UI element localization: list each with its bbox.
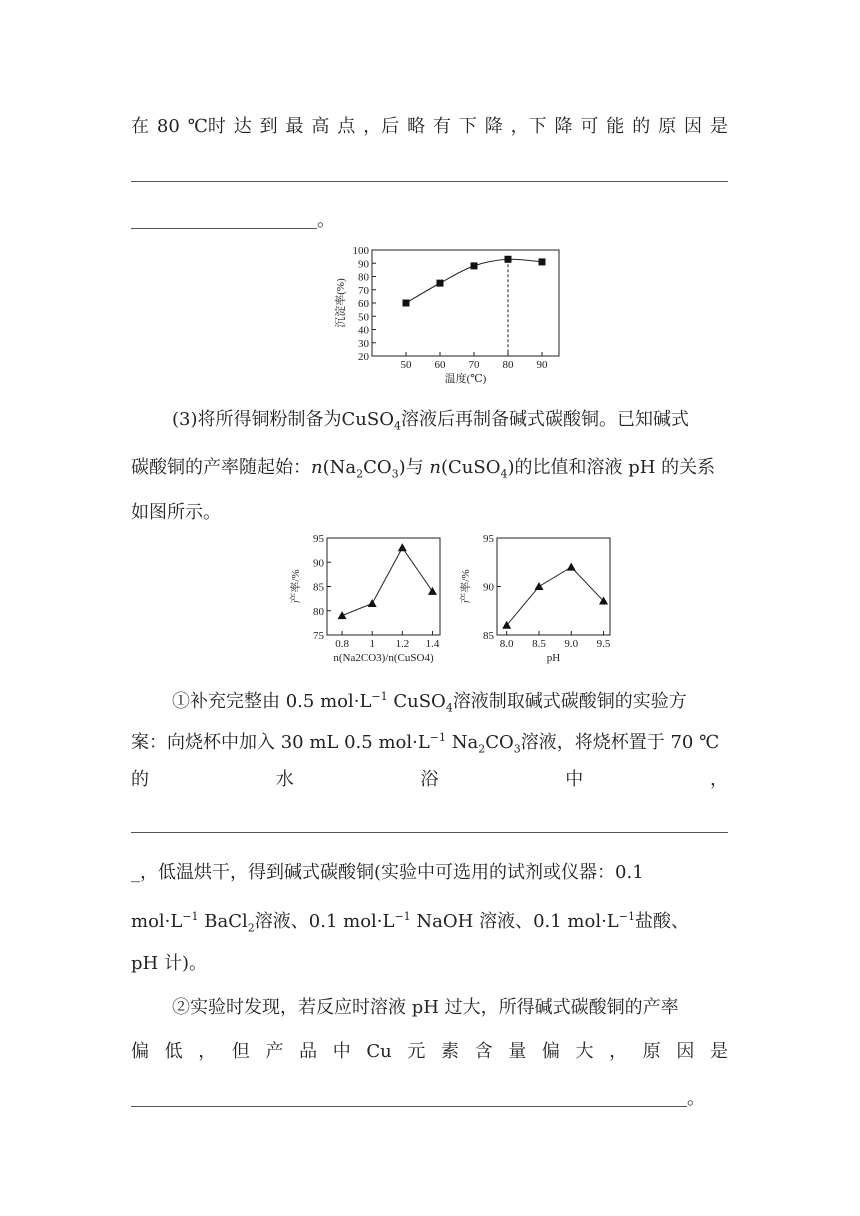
subscript: 3 <box>391 467 399 481</box>
x-tick-label: 80 <box>502 359 514 371</box>
text: )的比值和溶液 pH 的关系 <box>507 457 716 478</box>
series-line <box>507 567 604 625</box>
text: (3)将所得铜粉制备为CuSO <box>172 409 394 430</box>
x-tick-label: 1.2 <box>395 638 410 650</box>
paragraph-line-1 <box>131 116 728 138</box>
ratio-yield-chart <box>285 528 450 670</box>
y-tick-label: 80 <box>313 605 324 618</box>
paragraph-line-2 <box>131 210 335 232</box>
word: 品 <box>299 1041 318 1062</box>
word: 偏 <box>131 1041 149 1062</box>
superscript: −1 <box>182 910 199 923</box>
period: 。 <box>687 1088 705 1109</box>
subscript: 4 <box>445 701 453 715</box>
text: 盐酸、 <box>634 911 689 932</box>
paragraph-3-line-1 <box>172 409 689 438</box>
word: 低 <box>164 1041 183 1062</box>
word: Cu <box>366 1041 392 1062</box>
y-axis-label: 沉淀率(%) <box>335 278 347 328</box>
text: NaOH 溶液、0.1 mol·L <box>410 911 619 932</box>
data-point <box>437 280 444 287</box>
word: 元 <box>407 1041 426 1062</box>
word: 降 <box>484 116 503 137</box>
data-point <box>539 258 546 265</box>
x-tick-label: 0.8 <box>335 638 349 650</box>
data-point <box>338 611 347 619</box>
text: 溶液、0.1 mol·L <box>254 911 395 932</box>
answer-blank-2 <box>131 228 317 229</box>
word: 水 <box>275 769 294 790</box>
text: CO <box>363 457 392 478</box>
data-point <box>534 582 543 590</box>
question-1-line-3 <box>131 769 728 791</box>
y-tick-label: 60 <box>358 298 369 310</box>
italic-n: n <box>311 457 323 478</box>
word: 因 <box>676 1041 695 1062</box>
word: 达 <box>233 116 252 137</box>
x-tick-label: 8.5 <box>532 638 546 650</box>
subscript: 4 <box>500 467 508 481</box>
word: 中 <box>565 769 584 790</box>
x-tick-label: 8.0 <box>499 638 514 650</box>
data-point <box>398 543 407 551</box>
period: 。 <box>317 210 335 231</box>
x-tick-label: 1.4 <box>425 638 440 650</box>
plot-frame <box>372 250 559 356</box>
question-1-line-6 <box>131 906 689 940</box>
subscript: 2 <box>356 467 364 481</box>
data-point <box>428 587 437 595</box>
y-tick-label: 30 <box>358 337 369 350</box>
y-tick-label: 75 <box>313 630 324 642</box>
y-tick-label: 80 <box>358 271 369 284</box>
text: 案：向烧杯中加入 30 mL 0.5 mol·L <box>131 732 430 753</box>
word: 因 <box>683 116 702 137</box>
word: 的 <box>632 116 651 137</box>
text: )与 <box>398 457 430 478</box>
word: ， <box>710 769 728 790</box>
subscript: 2 <box>478 742 486 756</box>
x-axis-label: n(Na2CO3)/n(CuSO4) <box>333 652 434 664</box>
word: ，后 <box>363 116 400 137</box>
word: 点 <box>337 116 356 137</box>
word: 是 <box>710 1041 728 1062</box>
x-axis-label: 温度(℃) <box>444 373 487 385</box>
word: 下 <box>458 116 477 137</box>
temperature-chart <box>330 240 570 395</box>
answer-blank-1 <box>131 181 728 182</box>
data-point <box>567 563 576 571</box>
series-line <box>342 548 432 616</box>
word: 高 <box>311 116 330 137</box>
word: 含 <box>474 1041 493 1062</box>
word: 在 <box>131 116 149 137</box>
word: 的 <box>131 769 149 790</box>
word: 降 <box>554 116 573 137</box>
x-tick-label: 60 <box>434 359 446 371</box>
data-point <box>505 256 512 263</box>
x-tick-label: 9.5 <box>596 638 611 650</box>
plot-frame <box>327 538 440 635</box>
superscript: −1 <box>429 731 446 744</box>
word: 产 <box>265 1041 284 1062</box>
y-tick-label: 20 <box>358 351 369 363</box>
italic-n: n <box>429 457 441 478</box>
word: 原 <box>658 116 677 137</box>
y-axis-label: 产率/% <box>460 569 472 604</box>
x-tick-label: 70 <box>468 359 480 371</box>
text: 溶液制取碱式碳酸铜的实验方 <box>452 691 687 712</box>
y-tick-label: 100 <box>352 245 369 257</box>
text: _，低温烘干，得到碱式碳酸铜(实验中可选用的试剂或仪器：0.1 <box>131 862 644 883</box>
text: pH 计)。 <box>131 953 207 974</box>
x-axis-label: pH <box>546 652 561 664</box>
word: 浴 <box>420 769 439 790</box>
data-point <box>403 300 410 307</box>
word: ， <box>609 1041 628 1062</box>
y-tick-label: 50 <box>358 311 369 324</box>
plot-frame <box>497 538 610 635</box>
y-tick-label: 70 <box>358 284 369 297</box>
question-1-line-1 <box>172 686 687 720</box>
superscript: −1 <box>371 690 388 703</box>
data-point <box>368 599 377 607</box>
word: ℃时 <box>187 116 226 137</box>
word: 但 <box>231 1041 250 1062</box>
y-tick-label: 95 <box>313 533 324 545</box>
question-2-line-2 <box>131 1041 728 1063</box>
x-tick-label: 90 <box>536 359 548 371</box>
y-tick-label: 90 <box>358 258 369 271</box>
y-tick-label: 95 <box>483 533 494 545</box>
word: 素 <box>441 1041 459 1062</box>
y-tick-label: 85 <box>313 581 324 594</box>
question-2-line-1 <box>172 997 679 1019</box>
y-tick-label: 90 <box>483 581 494 594</box>
text: ②实验时发现，若反应时溶液 pH 过大，所得碱式碳酸铜的产率 <box>172 997 679 1018</box>
x-tick-label: 50 <box>400 359 412 371</box>
y-tick-label: 85 <box>483 630 494 642</box>
text: BaCl <box>198 911 248 932</box>
paragraph-3-line-2 <box>131 457 715 486</box>
subscript: 4 <box>393 419 401 433</box>
question-1-line-2 <box>131 727 719 761</box>
word: 量 <box>508 1041 527 1062</box>
text: 溶液后再制备碱式碳酸铜。已知碱式 <box>400 409 689 430</box>
text: ①补充完整由 0.5 mol·L <box>172 691 372 712</box>
superscript: −1 <box>394 910 411 923</box>
y-tick-label: 40 <box>358 324 369 337</box>
text: 碳酸铜的产率随起始： <box>131 457 311 478</box>
word: ， <box>198 1041 217 1062</box>
word: ，下 <box>510 116 547 137</box>
text: 溶液，将烧杯置于 70 ℃ <box>520 732 720 753</box>
word: 可 <box>580 116 599 137</box>
word: 中 <box>332 1041 351 1062</box>
x-tick-label: 9.0 <box>564 638 579 650</box>
question-1-line-5 <box>131 862 644 884</box>
ph-yield-chart <box>455 528 620 670</box>
answer-blank-4 <box>131 1106 687 1107</box>
subscript: 2 <box>247 921 255 935</box>
word: 能 <box>606 116 625 137</box>
text: mol·L <box>131 911 183 932</box>
y-tick-label: 90 <box>313 557 324 570</box>
word: 80 <box>156 116 180 137</box>
question-2-line-3 <box>131 1088 705 1110</box>
word: 最 <box>285 116 304 137</box>
text: (Na <box>322 457 357 478</box>
word: 有 <box>432 116 451 137</box>
word: 是 <box>709 116 728 137</box>
text: CuSO <box>387 691 446 712</box>
word: 大 <box>575 1041 594 1062</box>
x-tick-label: 1 <box>369 638 375 650</box>
subscript: 3 <box>513 742 521 756</box>
question-1-line-7 <box>131 953 207 975</box>
text: 如图所示。 <box>131 502 221 523</box>
paragraph-3-line-3 <box>131 502 221 524</box>
word: 偏 <box>541 1041 560 1062</box>
superscript: −1 <box>618 910 635 923</box>
word: 到 <box>259 116 278 137</box>
text: CO <box>485 732 514 753</box>
word: 略 <box>407 116 426 137</box>
data-point <box>471 262 478 269</box>
text: Na <box>446 732 479 753</box>
y-axis-label: 产率/% <box>290 569 302 604</box>
answer-blank-3 <box>131 832 728 833</box>
text: (CuSO <box>440 457 501 478</box>
word: 原 <box>642 1041 661 1062</box>
